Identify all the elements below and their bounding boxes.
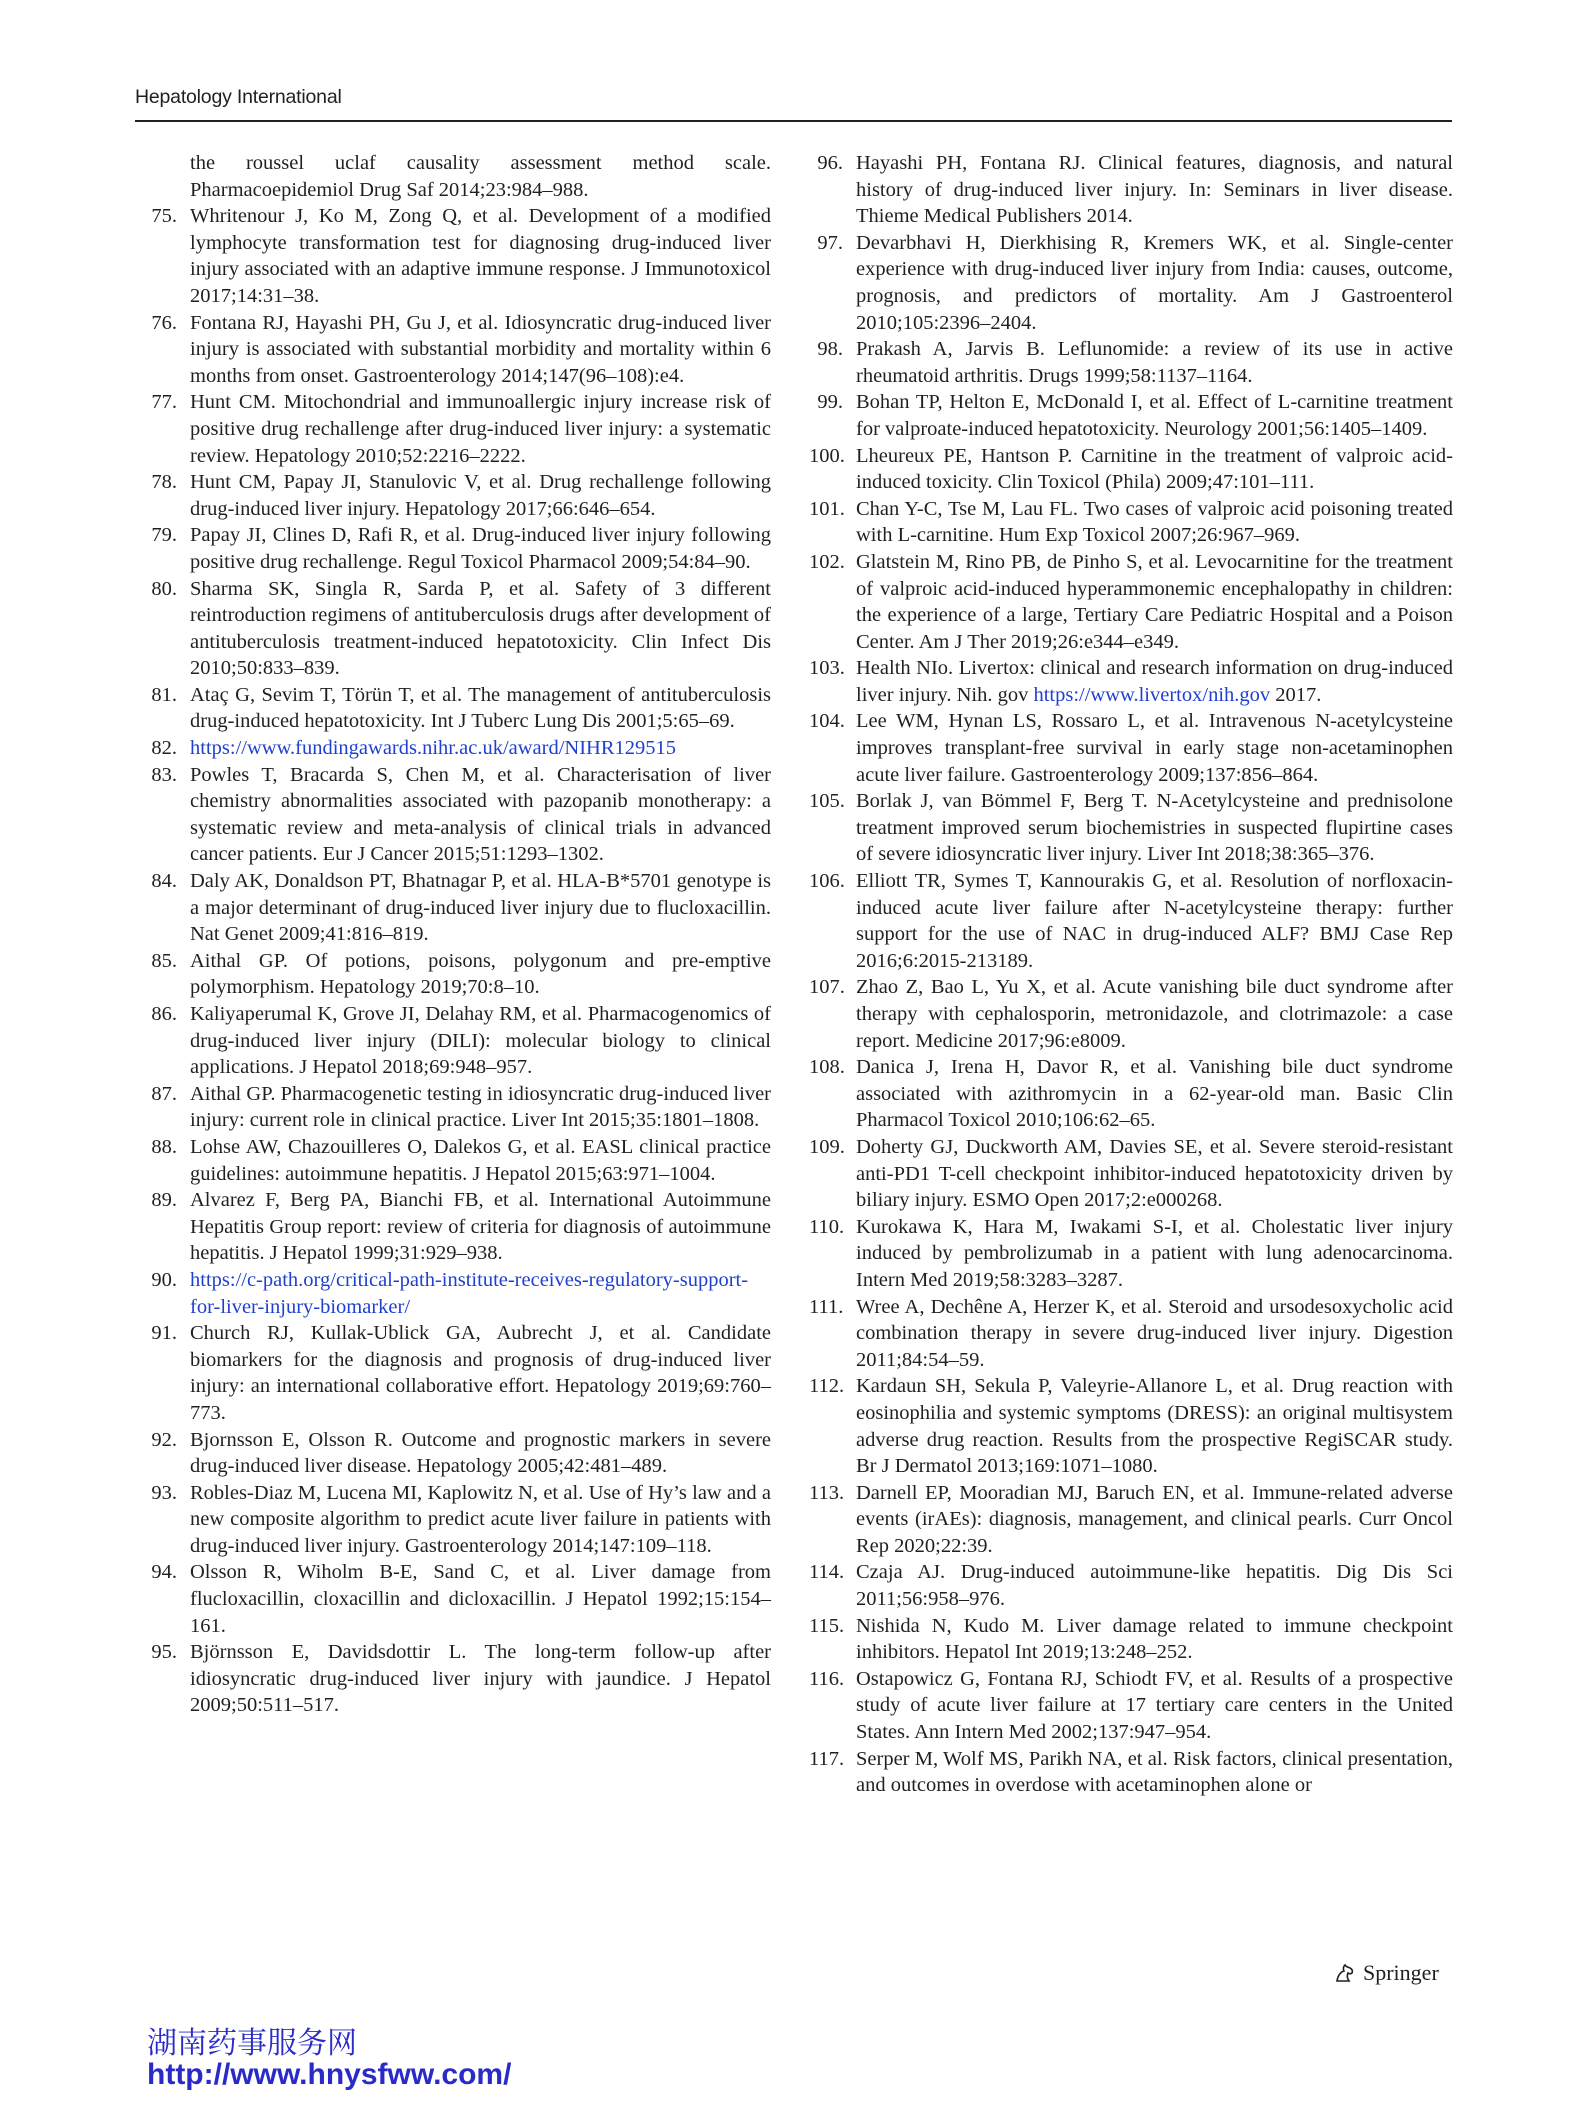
reference-item [809,708,1453,788]
reference-text: Ostapowicz G, Fontana RJ, Schiodt FV, et al. Results of a prospective study of acute liver failure at 17 tertiary care centers in the United States. Ann Intern Med 2002;137:947–954. [856,1667,1453,1744]
reference-item [809,336,1453,389]
reference-number: 76. [151,311,177,334]
reference-number: 93. [151,1481,177,1504]
reference-text: Sharma SK, Singla R, Sarda P, et al. Safety of 3 different reintroduction regimens of antituberculosis drugs after development of antituberculosis treatment-induced hepatotoxicity. Clin Infect Dis 2010;50:833–839. [190,577,771,680]
reference-number: 102. [809,550,845,573]
reference-item [143,1001,771,1081]
reference-item [809,150,1453,230]
reference-number: 86. [151,1003,177,1025]
reference-item [809,1746,1453,1799]
reference-number: 94. [151,1561,177,1584]
reference-item [143,1559,771,1639]
reference-text: Aithal GP. Of potions, poisons, polygonum and pre-emptive polymorphism. Hepatology 2019;70:8–10. [190,949,771,999]
reference-link[interactable]: https://c-path.org/critical-path-institute-receives-regulatory-support-for-liver-injury-biomarker/ [190,1268,749,1318]
reference-number: 114. [809,1561,845,1584]
reference-item [143,1134,771,1187]
reference-link[interactable]: https://www.livertox/nih.gov [1033,683,1271,706]
reference-text: Health NIo. Livertox: clinical and research information on drug-induced liver injury. Nih. gov [856,657,1453,706]
reference-text: Doherty GJ, Duckworth AM, Davies SE, et al. Severe steroid-resistant anti-PD1 T-cell checkpoint inhibitor-induced hepatotoxicity driven by biliary injury. ESMO Open 2017;2:e000268. [856,1135,1453,1212]
reference-item [809,974,1453,1054]
reference-text: Czaja AJ. Drug-induced autoimmune-like hepatitis. Dig Dis Sci 2011;56:958–976. [856,1561,1453,1611]
reference-item [143,1187,771,1267]
reference-text: Whritenour J, Ko M, Zong Q, et al. Development of a modified lymphocyte transformation test for diagnosing drug-induced liver injury associated with an adaptive immune response. J Immunotoxicol 2017;14:31–38. [190,205,771,307]
reference-text: Nishida N, Kudo M. Liver damage related to immune checkpoint inhibitors. Hepatol Int 2019;13:248–252. [856,1614,1453,1664]
reference-number: 98. [817,338,843,361]
reference-item [809,1613,1453,1666]
reference-text: Hunt CM. Mitochondrial and immunoallergic injury increase risk of positive drug rechallenge after drug-induced liver injury: a systematic review. Hepatology 2010;52:2216–2222. [190,391,771,467]
reference-item [809,1666,1453,1746]
reference-number: 96. [817,152,843,174]
reference-text: Daly AK, Donaldson PT, Bhatnagar P, et al. HLA-B*5701 genotype is a major determinant of drug-induced liver injury due to flucloxacillin. Nat Genet 2009;41:816–819. [190,870,771,946]
reference-number: 89. [151,1189,177,1212]
reference-number: 104. [809,710,845,733]
references-left-column [143,150,771,1719]
reference-number: 110. [809,1215,845,1238]
reference-item [143,469,771,522]
publisher-logo [1333,1960,1439,1986]
reference-text: Björnsson E, Davidsdottir L. The long-term follow-up after idiosyncratic drug-induced liver injury with jaundice. J Hepatol 2009;50:511–517. [190,1641,771,1717]
reference-text: Lee WM, Hynan LS, Rossaro L, et al. Intravenous N-acetylcysteine improves transplant-free survival in early stage non-acetaminophen acute liver failure. Gastroenterology 2009;137:856–864. [856,710,1453,786]
reference-number: 100. [809,444,845,467]
journal-title: Hepatology International [135,86,342,108]
reference-text: Fontana RJ, Hayashi PH, Gu J, et al. Idiosyncratic drug-induced liver injury is associated with substantial morbidity and mortality within 6 months from onset. Gastroenterology 2014;147(96–108):e4. [190,311,771,387]
reference-item [143,868,771,948]
reference-number: 99. [817,391,843,414]
reference-item [809,1480,1453,1560]
reference-text: Darnell EP, Mooradian MJ, Baruch EN, et al. Immune-related adverse events (irAEs): diagnosis, management, and clinical pearls. Curr Oncol Rep 2020;22:39. [856,1481,1453,1557]
reference-number: 117. [809,1747,845,1770]
reference-item [143,203,771,309]
reference-text: Bjornsson E, Olsson R. Outcome and prognostic markers in severe drug-induced liver disease. Hepatology 2005;42:481–489. [190,1428,771,1478]
reference-item [809,1214,1453,1294]
reference-item [809,549,1453,655]
reference-item [143,1081,771,1134]
reference-item [809,1054,1453,1134]
reference-number: 97. [817,231,843,254]
reference-item [143,1267,771,1320]
reference-text: Aithal GP. Pharmacogenetic testing in idiosyncratic drug-induced liver injury: current role in clinical practice. Liver Int 2015;35:1801–1808. [190,1082,771,1132]
reference-text: Hunt CM, Papay JI, Stanulovic V, et al. Drug rechallenge following drug-induced liver injury. Hepatology 2017;66:646–654. [190,471,771,520]
reference-text: Devarbhavi H, Dierkhising R, Kremers WK, et al. Single-center experience with drug-induced liver injury from India: causes, outcome, prognosis, and predictors of mortality. Am J Gastroenterol 2010;105:2396–2404. [856,231,1453,334]
reference-text: the roussel uclaf causality assessment method scale. Pharmacoepidemiol Drug Saf 2014;23:984–988. [190,152,771,201]
reference-text: Wree A, Dechêne A, Herzer K, et al. Steroid and ursodesoxycholic acid combination therapy in severe drug-induced liver injury. Digestion 2011;84:54–59. [856,1295,1453,1371]
reference-text: 2017. [1270,683,1322,706]
reference-number: 91. [151,1322,177,1345]
reference-number: 87. [151,1082,177,1105]
reference-number: 75. [151,205,177,228]
reference-text: Borlak J, van Bömmel F, Berg T. N-Acetylcysteine and prednisolone treatment improved serum biochemistries in suspected flupirtine cases of severe idiosyncratic liver injury. Liver Int 2018;38:365–376. [856,790,1453,866]
reference-text: Kurokawa K, Hara M, Iwakami S-I, et al. Cholestatic liver injury induced by pembrolizumab in a patient with lung adenocarcinoma. Intern Med 2019;58:3283–3287. [856,1215,1453,1291]
reference-number: 81. [151,683,177,706]
reference-number: 83. [151,763,177,786]
reference-text: Hayashi PH, Fontana RJ. Clinical features, diagnosis, and natural history of drug-induced liver injury. In: Seminars in liver disease. Thieme Medical Publishers 2014. [856,152,1453,228]
reference-text: Robles-Diaz M, Lucena MI, Kaplowitz N, et al. Use of Hy’s law and a new composite algorithm to predict acute liver failure in patients with drug-induced liver injury. Gastroenterology 2014;147:109–118. [190,1481,771,1557]
springer-horse-icon [1333,1961,1357,1985]
reference-number: 101. [809,497,845,520]
reference-number: 84. [151,870,177,893]
reference-number: 79. [151,524,177,547]
reference-text: Serper M, Wolf MS, Parikh NA, et al. Risk factors, clinical presentation, and outcomes in overdose with acetaminophen alone or [856,1747,1453,1797]
reference-item [143,948,771,1001]
reference-item [809,1559,1453,1612]
reference-text: Papay JI, Clines D, Rafi R, et al. Drug-induced liver injury following positive drug rechallenge. Regul Toxicol Pharmacol 2009;54:84–90. [190,524,771,573]
reference-number: 115. [809,1614,845,1637]
reference-text: Kaliyaperumal K, Grove JI, Delahay RM, et al. Pharmacogenomics of drug-induced liver injury (DILI): molecular biology to clinical applications. J Hepatol 2018;69:948–957. [190,1003,771,1079]
reference-item [809,230,1453,336]
references-right-column [809,150,1453,1799]
reference-text: Olsson R, Wiholm B-E, Sand C, et al. Liver damage from flucloxacillin, cloxacillin and dicloxacillin. J Hepatol 1992;15:154–161. [190,1561,771,1637]
reference-text: Glatstein M, Rino PB, de Pinho S, et al. Levocarnitine for the treatment of valproic acid-induced hyperammonemic encephalopathy in children: the experience of a large, Tertiary Care Pediatric Hospital and a Poison Center. Am J Ther 2019;26:e344–e349. [856,550,1453,653]
reference-number: 113. [809,1481,845,1504]
reference-number: 92. [151,1428,177,1451]
reference-item [809,496,1453,549]
reference-item [143,1639,771,1719]
reference-number: 116. [809,1667,845,1690]
reference-item [809,389,1453,442]
reference-item [809,1134,1453,1214]
reference-number: 111. [809,1295,844,1318]
reference-text: Elliott TR, Symes T, Kannourakis G, et al. Resolution of norfloxacin-induced acute liver failure after N-acetylcysteine therapy: further support for the use of NAC in drug-induced ALF? BMJ Case Rep 2016;6:2015-213189. [856,870,1453,972]
publisher-name: Springer [1363,1960,1439,1985]
reference-text: Chan Y-C, Tse M, Lau FL. Two cases of valproic acid poisoning treated with L-carnitine. Hum Exp Toxicol 2007;26:967–969. [856,497,1453,547]
reference-item [143,1480,771,1560]
reference-item [809,655,1453,708]
reference-number: 95. [151,1641,177,1664]
reference-number: 112. [809,1375,845,1398]
reference-text: Powles T, Bracarda S, Chen M, et al. Characterisation of liver chemistry abnormalities associated with pazopanib monotherapy: a systematic review and meta-analysis of clinical trials in advanced cancer patients. Eur J Cancer 2015;51:1293–1302. [190,763,771,866]
reference-item [143,389,771,469]
reference-number: 85. [151,949,177,972]
reference-link[interactable]: https://www.fundingawards.nihr.ac.uk/award/NIHR129515 [190,737,677,760]
reference-item [143,576,771,682]
running-header [135,84,1452,122]
reference-item [143,150,771,203]
reference-number: 77. [151,391,177,414]
reference-text: Prakash A, Jarvis B. Leflunomide: a review of its use in active rheumatoid arthritis. Drugs 1999;58:1137–1164. [856,338,1453,387]
reference-number: 78. [151,471,177,494]
reference-item [809,443,1453,496]
watermark-url[interactable]: http://www.hnysfww.com/ [147,2058,512,2091]
reference-text: Bohan TP, Helton E, McDonald I, et al. Effect of L-carnitine treatment for valproate-induced hepatotoxicity. Neurology 2001;56:1405–1409. [856,391,1453,440]
watermark-site-name: 湖南药事服务网 [147,2026,357,2061]
reference-text: Ataç G, Sevim T, Törün T, et al. The management of antituberculosis drug-induced hepatotoxicity. Int J Tuberc Lung Dis 2001;5:65–69. [190,683,771,733]
reference-text: Zhao Z, Bao L, Yu X, et al. Acute vanishing bile duct syndrome after therapy with cephalosporin, metronidazole, and clotrimazole: a case report. Medicine 2017;96:e8009. [856,976,1453,1052]
reference-item [143,310,771,390]
reference-number: 106. [809,870,845,893]
reference-item [143,1427,771,1480]
reference-text: Kardaun SH, Sekula P, Valeyrie-Allanore L, et al. Drug reaction with eosinophilia and systemic symptoms (DRESS): an original multisystem adverse drug reaction. Results from the prospective RegiSCAR study. Br J Dermatol 2013;169:1071–1080. [856,1375,1453,1478]
reference-number: 103. [809,657,845,680]
reference-text: Lohse AW, Chazouilleres O, Dalekos G, et al. EASL clinical practice guidelines: autoimmune hepatitis. J Hepatol 2015;63:971–1004. [190,1135,771,1185]
reference-number: 90. [151,1268,177,1291]
reference-number: 109. [809,1135,845,1158]
reference-text: Danica J, Irena H, Davor R, et al. Vanishing bile duct syndrome associated with azithromycin in a 62-year-old man. Basic Clin Pharmacol Toxicol 2010;106:62–65. [856,1056,1453,1132]
reference-number: 107. [809,976,845,999]
reference-item [143,762,771,868]
reference-item [809,868,1453,974]
reference-item [143,1320,771,1426]
reference-number: 105. [809,790,845,813]
reference-item [809,1294,1453,1374]
reference-number: 88. [151,1135,177,1158]
reference-item [143,522,771,575]
reference-text: Church RJ, Kullak-Ublick GA, Aubrecht J, et al. Candidate biomarkers for the diagnosis and prognosis of drug-induced liver injury: an international collaborative effort. Hepatology 2019;69:760–773. [190,1322,771,1424]
reference-item [143,735,771,762]
reference-item [809,1373,1453,1479]
reference-number: 80. [151,577,177,600]
reference-text: Lheureux PE, Hantson P. Carnitine in the treatment of valproic acid-induced toxicity. Clin Toxicol (Phila) 2009;47:101–111. [856,444,1453,494]
reference-item [143,682,771,735]
reference-item [809,788,1453,868]
reference-number: 108. [809,1056,845,1079]
reference-text: Alvarez F, Berg PA, Bianchi FB, et al. International Autoimmune Hepatitis Group report: review of criteria for diagnosis of autoimmune hepatitis. J Hepatol 1999;31:929–938. [190,1189,771,1265]
reference-number: 82. [151,737,177,760]
